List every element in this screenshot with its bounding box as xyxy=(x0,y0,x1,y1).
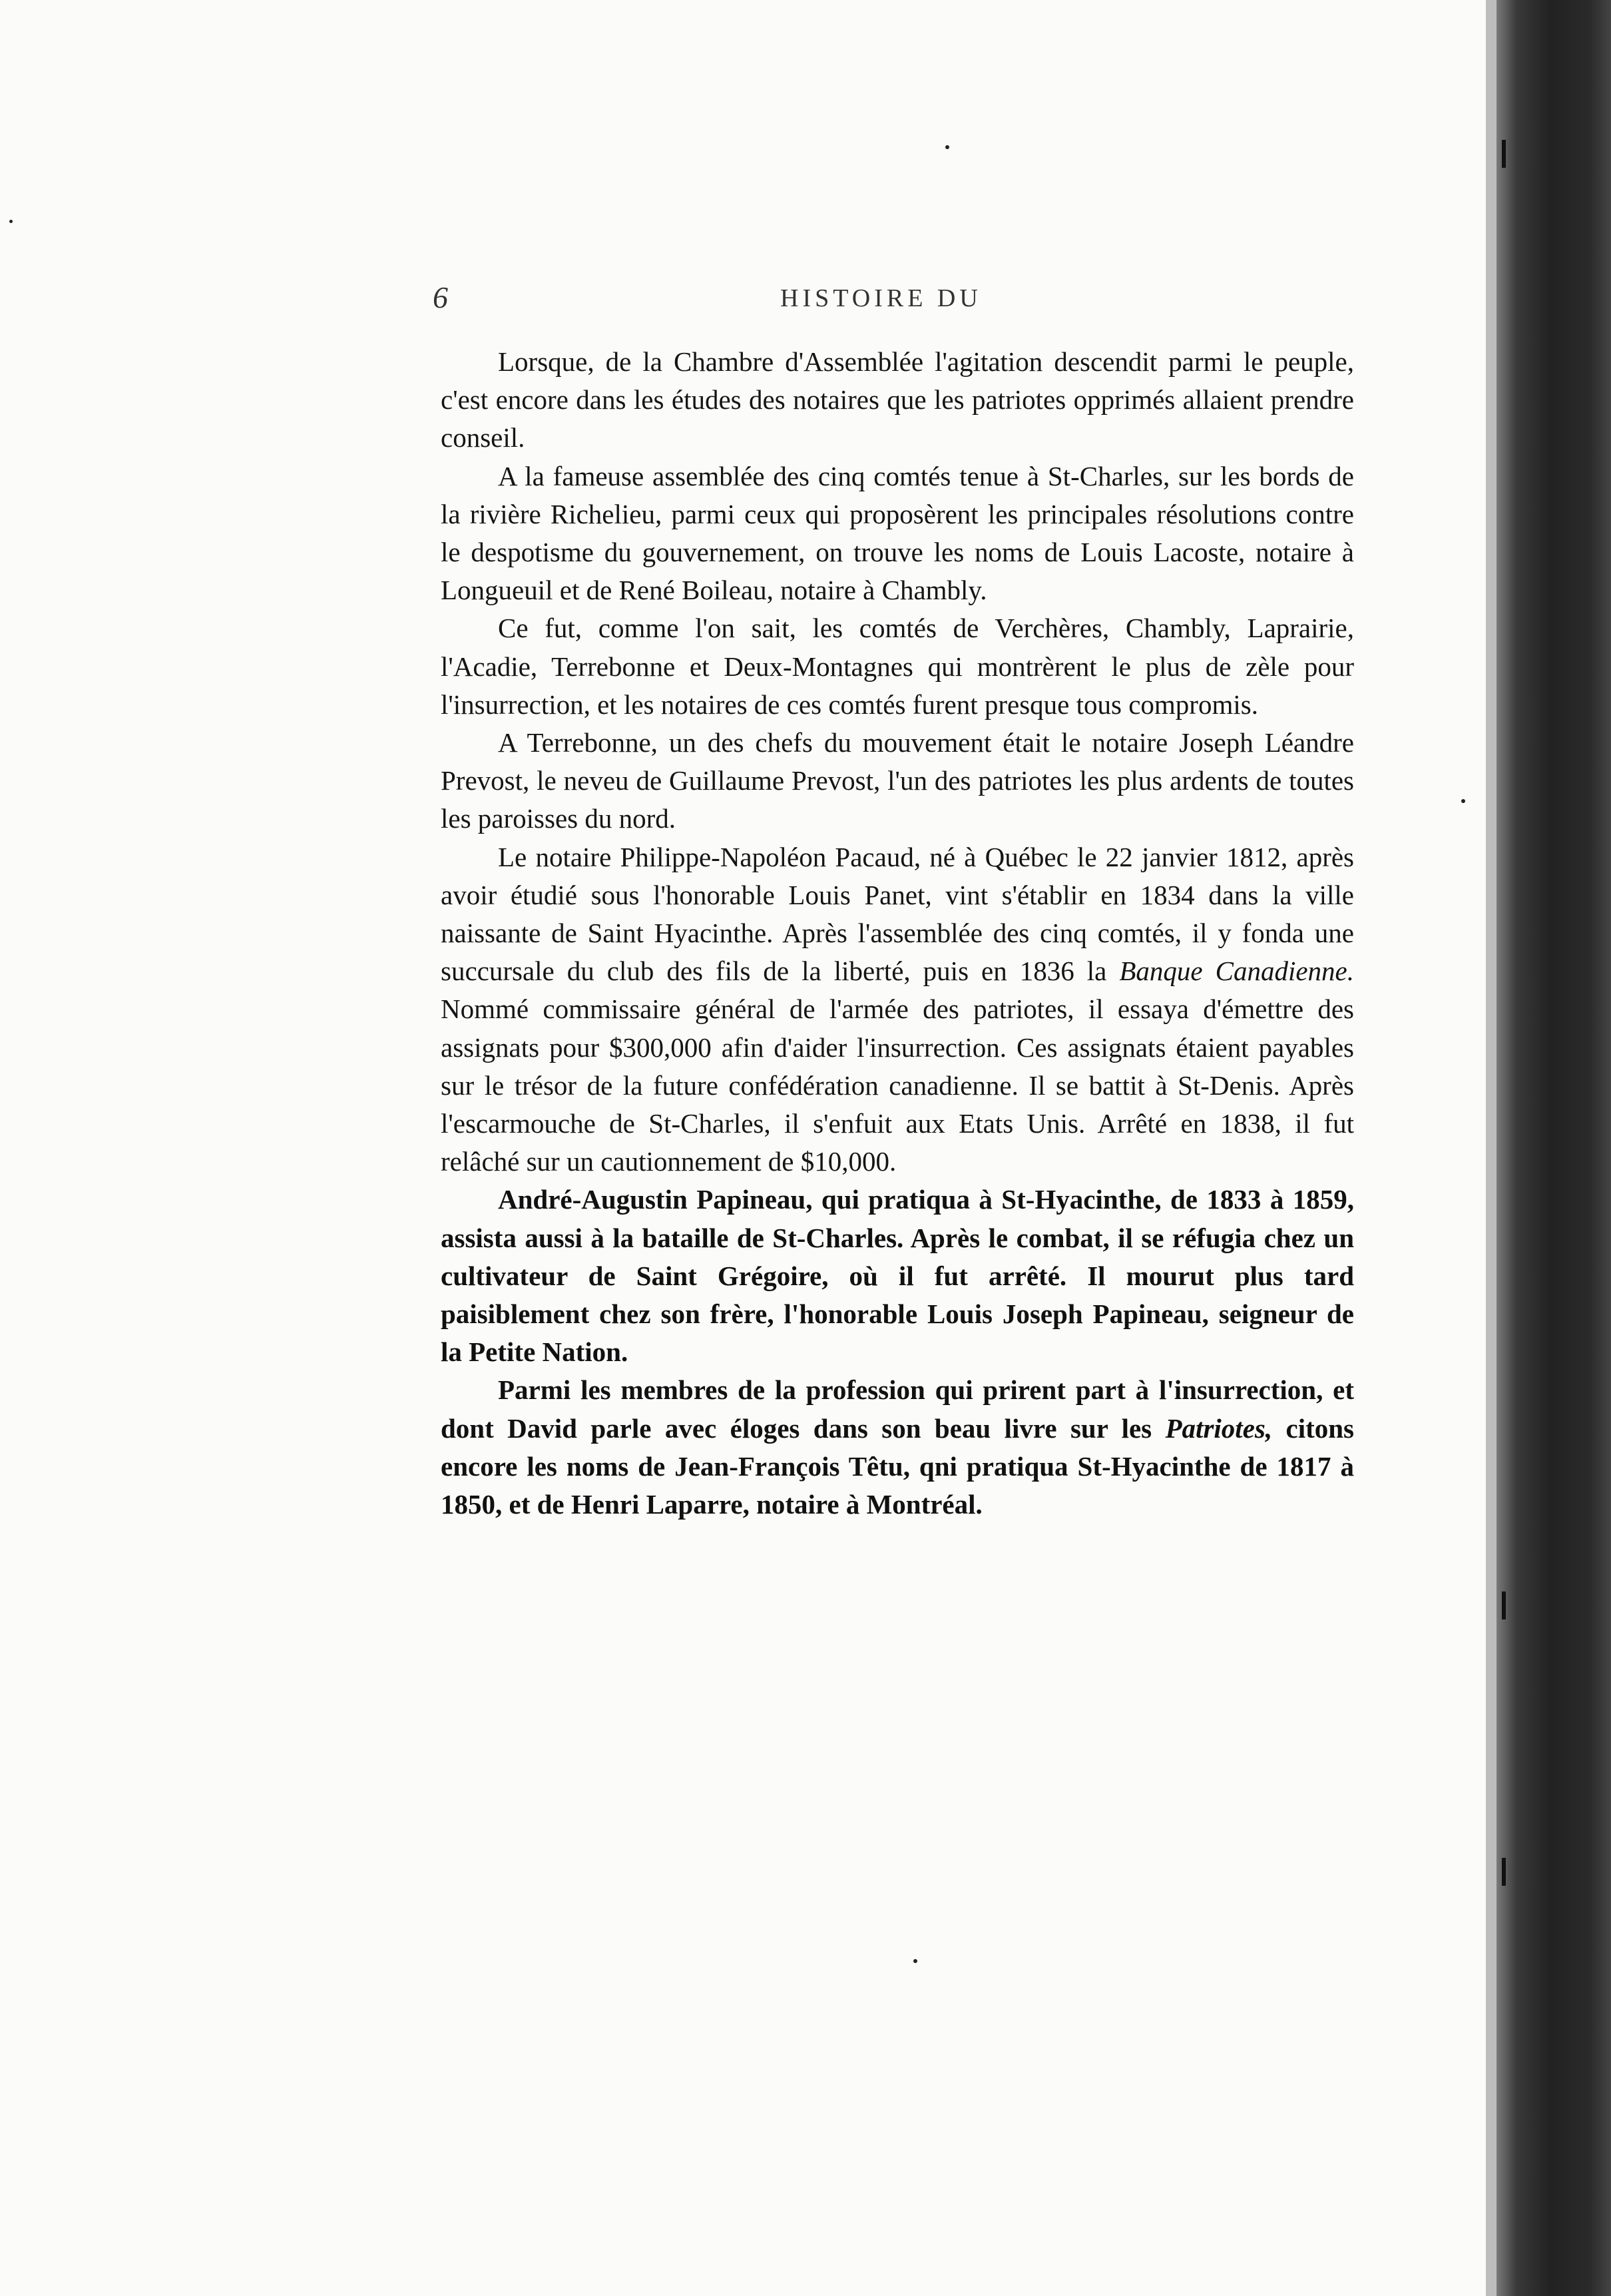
dust-speck xyxy=(945,145,949,149)
paragraph: André-Augustin Papineau, qui pratiqua à St-Hyacinthe, de 1833 à 1859, assista aussi à la bataille de St-Charles. Après le combat, il se réfugia chez un cultivateur de Saint Grégoire, où il fut arrêté. Il mourut plus tard paisiblement chez son frère, l'honorable Louis Joseph Papineau, seigneur de la Petite Nation. xyxy=(441,1184,1354,1368)
paragraph-text: Parmi les membres de la profession qui prirent part à l'insurrection, et dont David parle avec éloges dans son beau livre sur les xyxy=(441,1374,1354,1444)
italic-title: Patriotes, xyxy=(1165,1412,1273,1444)
paragraph-text: Le notaire Philippe-Napoléon Pacaud, né à Québec le 22 janvier 1812, après avoir étudié sous l'honorable Louis Panet, vint s'établir en 1834 dans la ville naissante de Saint Hyacinthe. Après l'assemblée des cinq comtés, il y fonda une succursale du club des fils de la liberté, puis en 1836 la xyxy=(441,841,1354,987)
paragraph: Lorsque, de la Chambre d'Assemblée l'agitation descendit parmi le peuple, c'est encore dans les études des notaires que les patriotes opprimés allaient prendre conseil. xyxy=(441,346,1354,453)
dust-speck xyxy=(913,1959,917,1963)
edge-mark xyxy=(1502,140,1506,168)
paragraph xyxy=(441,838,1354,1181)
paragraph-text: citons encore les noms de Jean-François Têtu, qni pratiqua St-Hyacinthe de 1817 à 1850, et de Henri Laparre, notaire à Montréal. xyxy=(441,1412,1354,1520)
paragraph-text: Nommé commissaire général de l'armée des patriotes, il essaya d'émettre des assignats pour $300,000 afin d'aider l'insurrection. Ces assignats étaient payables sur le trésor de la future confédération canadienne. Il se battit à St-Denis. Après l'escarmouche de St-Charles, il s'enfuit aux Etats Unis. Arrêté en 1838, il fut relâché sur un cautionnement de $10,000. xyxy=(441,994,1354,1177)
page-number: 6 xyxy=(433,280,448,314)
dust-speck xyxy=(1461,799,1465,803)
page-edge-shadow xyxy=(1486,0,1496,2296)
edge-mark xyxy=(1502,1591,1506,1619)
edge-mark xyxy=(1502,1858,1506,1886)
book-binding-edge xyxy=(1496,0,1611,2296)
running-title: HISTOIRE DU xyxy=(780,284,982,312)
italic-title: Banque Canadienne. xyxy=(1119,956,1354,987)
paragraph: A Terrebonne, un des chefs du mouvement était le notaire Joseph Léandre Prevost, le neveu de Guillaume Prevost, l'un des patriotes les plus ardents de toutes les paroisses du nord. xyxy=(441,727,1354,834)
paragraph: A la fameuse assemblée des cinq comtés tenue à St-Charles, sur les bords de la rivière Richelieu, parmi ceux qui proposèrent les principales résolutions contre le despotisme du gouvernement, on trouve les noms de Louis Lacoste, notaire à Longueuil et de René Boileau, notaire à Chambly. xyxy=(441,460,1354,606)
paragraph xyxy=(441,1371,1354,1524)
paragraph: Ce fut, comme l'on sait, les comtés de Verchères, Chambly, Laprairie, l'Acadie, Terrebonne et Deux-Montagnes qui montrèrent le plus de zèle pour l'insurrection, et les notaires de ces comtés furent presque tous compromis. xyxy=(441,613,1354,720)
body-text xyxy=(441,343,1354,1524)
running-head xyxy=(0,280,1486,320)
dust-speck xyxy=(9,220,13,223)
